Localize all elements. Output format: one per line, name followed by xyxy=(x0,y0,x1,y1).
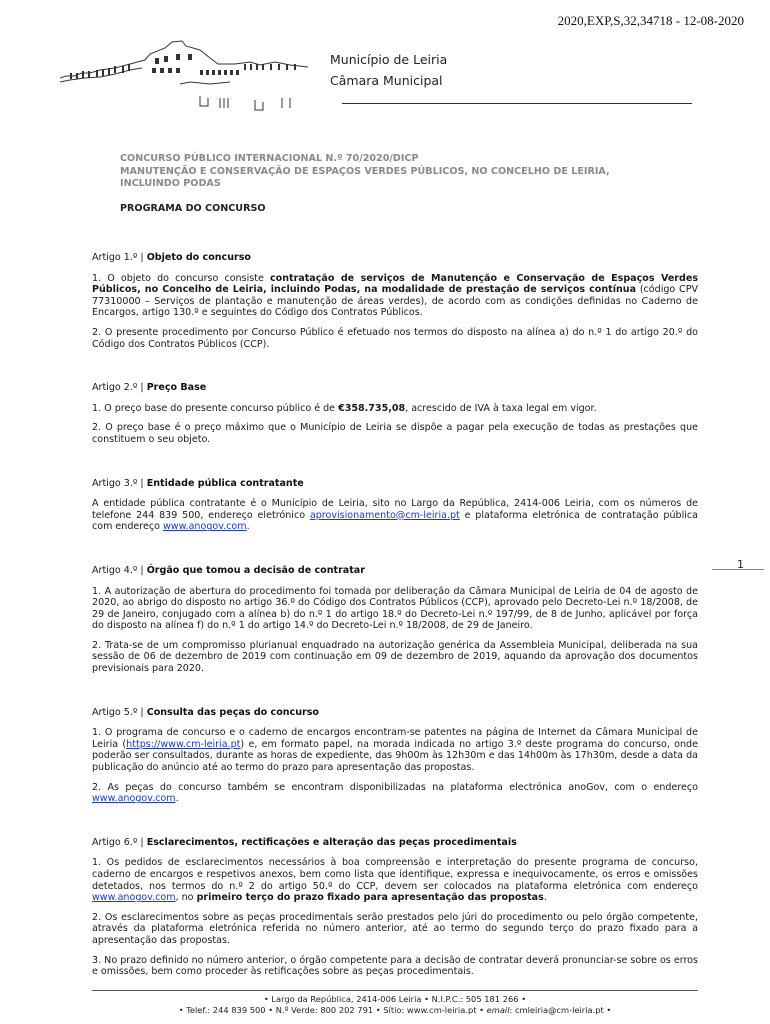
paragraph: 1. A autorização de abertura do procedimento foi tomada por deliberação da Câmara Municipal de Leiria de 04 de agosto de 2020, ao abrigo do disposto no artigo 36.º do Código dos Contratos Públicos (CCP), aprovado pelo Decreto-Lei n.º 18/2008, de 29 de Janeiro, conjugado com a alínea b) do n.º 1 do artigo 18.º do Decreto-Lei n.º 197/99, de 8 de Junho, aplicável por força do disposto na alínea f) do n.º 1 do artigo 14.º do Decreto-Lei n.º 18/2008, de 29 de Janeiro. xyxy=(92,585,698,632)
article-4 xyxy=(92,565,698,675)
footer-address: • Largo da República, 2414-006 Leiria • N.I.P.C.: 505 181 266 • xyxy=(263,994,527,1004)
paragraph: 2. O presente procedimento por Concurso Público é efetuado nos termos do disposto na alínea a) do n.º 1 do artigo 20.º do Código dos Contratos Públicos (CCP). xyxy=(92,326,698,350)
page-number-rule xyxy=(712,569,764,570)
email-link[interactable]: aprovisionamento@cm-leiria.pt xyxy=(309,509,460,521)
anogov-link[interactable]: www.anogov.com xyxy=(92,793,176,805)
article-heading: Artigo 5.º | Consulta das peças do concurso xyxy=(92,706,319,718)
paragraph: 2. O preço base é o preço máximo que o Município de Leiria se dispõe a pagar pela execução de todas as prestações que constituem o seu objeto. xyxy=(92,422,698,445)
council-name: Câmara Municipal xyxy=(330,73,443,88)
document-reference: 2020,EXP,S,32,34718 - 12-08-2020 xyxy=(557,13,744,28)
paragraph: 1. O objeto do concurso consiste contratação de serviços de Manutenção e Conservação de Espaços Verdes Públicos, no Concelho de Leiria, incluindo Podas, na modalidade de prestação de serviços contínua (código CPV 77310000 – Serviços de plantação e manutenção de áreas verdes), de acordo com as condições definidas no Caderno de Encargos, artigo 130.º e seguintes do Código dos Contratos Públicos. xyxy=(92,272,699,319)
paragraph: 2. Trata-se de um compromisso plurianual enquadrado na autorização genérica da Assembleia Municipal, deliberada na sua sessão de 06 de dezembro de 2019 com continuação em 09 de dezembro de 2019, aquando da aprovação dos documentos previsionais para 2020. xyxy=(92,639,698,675)
article-heading: Artigo 1.º | Objeto do concurso xyxy=(92,252,251,263)
paragraph: 2. As peças do concurso também se encontram disponibilizadas na plataforma electrónica anoGov, com o endereço www.anogov.com. xyxy=(92,781,698,805)
article-heading: Artigo 6.º | Esclarecimentos, rectificações e alteração das peças procedimentais xyxy=(92,836,517,848)
procedure-number: CONCURSO PÚBLICO INTERNACIONAL N.º 70/2020/DICP xyxy=(120,153,419,164)
paragraph: 3. No prazo definido no número anterior, o órgão competente para a decisão de contratar deverá pronunciar-se sobre os erros e omissões, bem como proceder às retificações sobre as peças procedimentais. xyxy=(92,954,698,978)
page-number: 1 xyxy=(737,558,744,571)
procedure-heading xyxy=(120,153,720,215)
articles-body xyxy=(92,252,698,1010)
paragraph: 2. Os esclarecimentos sobre as peças procedimentais serão prestados pelo júri do procedimento ou pelo órgão competente, através da plataforma eletrónica referida no número anterior, até ao termo do segundo terço do prazo fixado para a apresentação das propostas. xyxy=(92,911,698,946)
castle-logo xyxy=(60,40,320,112)
article-6 xyxy=(92,837,698,978)
anogov-link[interactable]: www.anogov.com xyxy=(92,892,176,904)
article-heading: Artigo 2.º | Preço Base xyxy=(92,382,207,394)
paragraph: 1. O preço base do presente concurso público é de €358.735,08, acrescido de IVA à taxa legal em vigor. xyxy=(92,402,597,414)
footer xyxy=(92,994,698,1016)
article-2 xyxy=(92,382,698,445)
paragraph: 1. O programa de concurso e o caderno de encargos encontram-se patentes na página de Internet da Câmara Municipal de Leiria (https://www.cm-leiria.pt) e, em formato papel, na morada indicada no artigo 3.º deste programa do concurso, onde poderão ser consultados, durante as horas de expediente, das 9h00m às 12h30m e das 14h00m às 17h30m, desde a data da publicação do anúncio até ao termo do prazo para apresentação das propostas. xyxy=(92,727,698,774)
article-heading: Artigo 3.º | Entidade pública contratante xyxy=(92,477,304,489)
municipality-name: Município de Leiria xyxy=(330,52,448,67)
paragraph: 1. Os pedidos de esclarecimentos necessários à boa compreensão e interpretação do presente programa de concurso, caderno de encargos e respetivos anexos, bem como lista que identifique, expressa e inequivocamente, os erros e omissões detetados, nos termos do n.º 2 do artigo 50.º do CCP, devem ser colocados na plataforma eletrónica com endereço www.anogov.com, no primeiro terço do prazo fixado para apresentação das propostas. xyxy=(92,857,698,904)
programa-title: PROGRAMA DO CONCURSO xyxy=(120,202,266,214)
cm-leiria-link[interactable]: https://www.cm-leiria.pt xyxy=(126,738,241,750)
article-1 xyxy=(92,252,698,350)
header-rule xyxy=(342,103,692,104)
footer-contacts: • Telef.: 244 839 500 • N.º Verde: 800 202 791 • Sítio: www.cm-leiria.pt • email: cmleiria@cm-leiria.pt • xyxy=(178,1005,612,1015)
article-3 xyxy=(92,478,698,533)
municipality-header xyxy=(330,49,447,91)
procedure-title-line2: INCLUINDO PODAS xyxy=(120,178,221,189)
article-heading: Artigo 4.º | Órgão que tomou a decisão de contratar xyxy=(92,564,365,576)
article-5 xyxy=(92,707,698,805)
anogov-link[interactable]: www.anogov.com xyxy=(163,521,247,533)
paragraph: A entidade pública contratante é o Município de Leiria, sito no Largo da República, 2414-006 Leiria, com os números de telefone 244 839 500, endereço eletrónico aprovisionamento@cm-leiria.pt e plataforma eletrónica de contratação pública com endereço www.anogov.com. xyxy=(92,498,698,533)
procedure-title-line1: MANUTENÇÃO E CONSERVAÇÃO DE ESPAÇOS VERDES PÚBLICOS, NO CONCELHO DE LEIRIA, xyxy=(120,165,610,177)
footer-rule xyxy=(92,990,698,991)
